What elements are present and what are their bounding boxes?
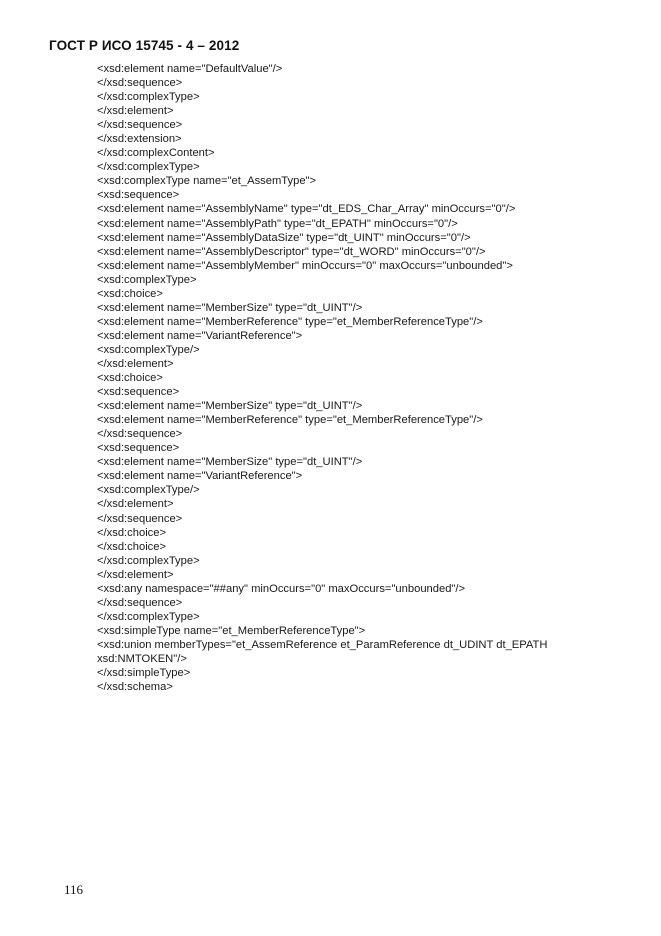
code-line: <xsd:element name="AssemblyName" type="dt_EDS_Char_Array" minOccurs="0"/>	[97, 203, 516, 216]
code-line: <xsd:element name="MemberReference" type="et_MemberReferenceType"/>	[97, 315, 483, 328]
code-line: <xsd:element name="AssemblyPath" type="dt_EPATH" minOccurs="0"/>	[97, 217, 458, 230]
code-line: </xsd:sequence>	[97, 596, 183, 609]
code-line: </xsd:complexType>	[97, 91, 200, 104]
code-line: </xsd:sequence>	[97, 428, 183, 441]
code-line: <xsd:element name="VariantReference">	[97, 470, 303, 483]
code-line: </xsd:schema>	[97, 681, 173, 694]
document-header: ГОСТ Р ИСО 15745 - 4 – 2012	[49, 38, 240, 53]
code-line: <xsd:element name="MemberSize" type="dt_UINT"/>	[97, 400, 363, 413]
code-line: <xsd:union memberTypes="et_AssemReference et_ParamReference dt_UDINT dt_EPATH	[97, 638, 548, 651]
code-line: <xsd:complexType/>	[97, 343, 200, 356]
code-line: <xsd:simpleType name="et_MemberReferenceType">	[97, 624, 366, 637]
code-line: </xsd:complexType>	[97, 161, 200, 174]
code-line: <xsd:any namespace="##any" minOccurs="0" maxOccurs="unbounded"/>	[97, 582, 466, 595]
xsd-code-block	[97, 62, 617, 694]
code-line: <xsd:element name="MemberReference" type="et_MemberReferenceType"/>	[97, 414, 483, 427]
code-line: xsd:NMTOKEN"/>	[97, 652, 187, 665]
code-line: </xsd:choice>	[97, 526, 167, 539]
code-line: </xsd:element>	[97, 105, 174, 118]
code-line: </xsd:choice>	[97, 540, 167, 553]
code-line: </xsd:element>	[97, 568, 174, 581]
code-line: <xsd:sequence>	[97, 442, 180, 455]
code-line: </xsd:sequence>	[97, 512, 183, 525]
code-line: <xsd:sequence>	[97, 189, 180, 202]
code-line: </xsd:element>	[97, 498, 174, 511]
code-line: </xsd:complexType>	[97, 554, 200, 567]
code-line: <xsd:complexType name="et_AssemType">	[97, 175, 317, 188]
code-line: </xsd:complexType>	[97, 610, 200, 623]
code-line: <xsd:element name="AssemblyDataSize" type="dt_UINT" minOccurs="0"/>	[97, 231, 471, 244]
code-line: <xsd:element name="DefaultValue"/>	[97, 63, 283, 75]
code-line: <xsd:element name="AssemblyDescriptor" type="dt_WORD" minOccurs="0"/>	[97, 245, 486, 258]
code-line: <xsd:complexType/>	[97, 484, 200, 497]
code-line: <xsd:element name="MemberSize" type="dt_UINT"/>	[97, 301, 363, 314]
code-line: </xsd:extension>	[97, 133, 182, 146]
code-line: <xsd:sequence>	[97, 386, 180, 399]
code-line: <xsd:element name="AssemblyMember" minOccurs="0" maxOccurs="unbounded">	[97, 259, 513, 272]
code-line: <xsd:choice>	[97, 287, 163, 300]
code-line: </xsd:element>	[97, 357, 174, 370]
code-line: </xsd:sequence>	[97, 119, 183, 132]
code-line: </xsd:sequence>	[97, 77, 183, 90]
code-line: </xsd:simpleType>	[97, 667, 191, 680]
code-line: <xsd:complexType>	[97, 273, 197, 286]
code-line: </xsd:complexContent>	[97, 147, 215, 160]
code-line: <xsd:element name="MemberSize" type="dt_UINT"/>	[97, 456, 363, 469]
page-number: 116	[64, 882, 84, 897]
code-line: <xsd:element name="VariantReference">	[97, 329, 303, 342]
code-line: <xsd:choice>	[97, 372, 163, 385]
